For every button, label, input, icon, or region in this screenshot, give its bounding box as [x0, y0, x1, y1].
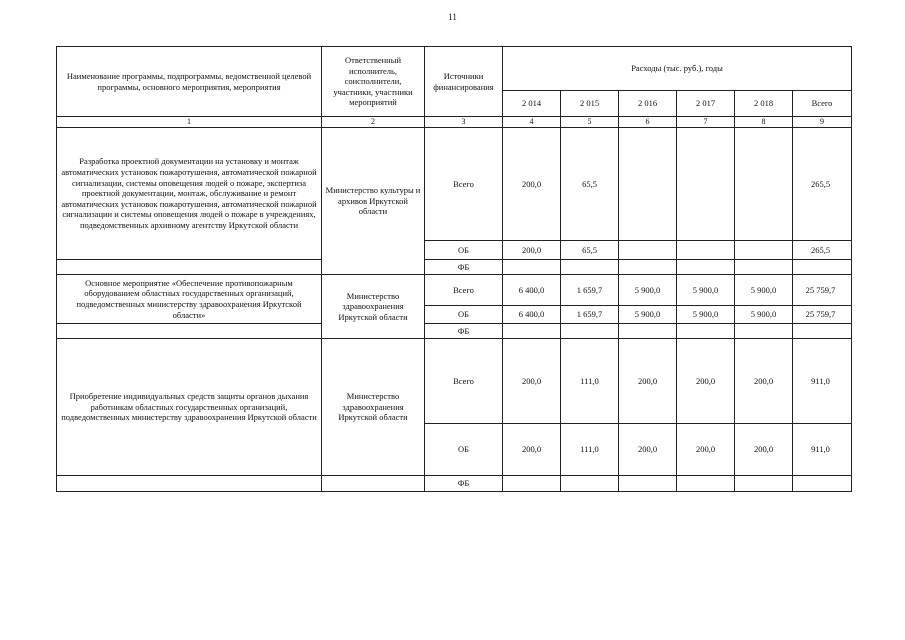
value-cell: 911,0 — [793, 339, 852, 424]
value-cell: 6 400,0 — [503, 275, 561, 306]
value-cell — [677, 241, 735, 260]
funding-source: ФБ — [425, 476, 503, 492]
value-cell: 200,0 — [677, 339, 735, 424]
funding-source: ФБ — [425, 260, 503, 275]
activity-name: Приобретение индивидуальных средств защиты органов дыхания работникам областных государственных организаций, подведомственных министерству здравоохранения Иркутской области — [57, 339, 322, 476]
value-cell — [561, 260, 619, 275]
table-row — [57, 275, 852, 306]
activity-name-empty — [57, 324, 322, 339]
funding-source: Всего — [425, 339, 503, 424]
column-number: 4 — [503, 117, 561, 128]
value-cell: 1 659,7 — [561, 306, 619, 324]
table-row — [57, 476, 852, 492]
header-year: 2 017 — [677, 91, 735, 117]
activity-name-empty — [57, 476, 322, 492]
header-source: Источники финансирования — [425, 47, 503, 117]
value-cell — [735, 128, 793, 241]
value-cell: 200,0 — [735, 339, 793, 424]
value-cell: 1 659,7 — [561, 275, 619, 306]
header-total: Всего — [793, 91, 852, 117]
value-cell — [735, 260, 793, 275]
header-year: 2 018 — [735, 91, 793, 117]
value-cell — [735, 241, 793, 260]
value-cell — [793, 476, 852, 492]
budget-table — [56, 46, 852, 492]
value-cell: 25 759,7 — [793, 306, 852, 324]
column-number: 9 — [793, 117, 852, 128]
executor: Министерство культуры и архивов Иркутской области — [322, 128, 425, 275]
value-cell: 111,0 — [561, 339, 619, 424]
value-cell: 200,0 — [503, 241, 561, 260]
column-number: 6 — [619, 117, 677, 128]
header-name: Наименование программы, подпрограммы, ведомственной целевой программы, основного мероприятия, мероприятия — [57, 47, 322, 117]
value-cell: 5 900,0 — [677, 275, 735, 306]
table-row — [57, 324, 852, 339]
value-cell — [793, 324, 852, 339]
value-cell: 65,5 — [561, 241, 619, 260]
funding-source: ОБ — [425, 306, 503, 324]
header-executor: Ответственный исполнитель, соисполнители, участники, участники мероприятий — [322, 47, 425, 117]
value-cell: 200,0 — [735, 424, 793, 476]
value-cell — [793, 260, 852, 275]
value-cell — [735, 324, 793, 339]
value-cell: 25 759,7 — [793, 275, 852, 306]
value-cell: 265,5 — [793, 241, 852, 260]
value-cell — [561, 476, 619, 492]
value-cell: 5 900,0 — [735, 275, 793, 306]
page-number: 11 — [448, 12, 457, 22]
funding-source: Всего — [425, 275, 503, 306]
value-cell — [735, 476, 793, 492]
value-cell — [503, 260, 561, 275]
value-cell: 5 900,0 — [677, 306, 735, 324]
value-cell: 200,0 — [619, 424, 677, 476]
funding-source: ОБ — [425, 241, 503, 260]
value-cell: 111,0 — [561, 424, 619, 476]
funding-source: ОБ — [425, 424, 503, 476]
value-cell — [619, 241, 677, 260]
header-row — [57, 47, 852, 91]
activity-name: Основное мероприятие «Обеспечение противопожарным оборудованием областных государственных организаций, подведомственных министерству здравоохранения Иркутской области» — [57, 275, 322, 324]
value-cell: 200,0 — [503, 128, 561, 241]
funding-source: ФБ — [425, 324, 503, 339]
value-cell: 911,0 — [793, 424, 852, 476]
table-row — [57, 339, 852, 424]
header-expenses: Расходы (тыс. руб.), годы — [503, 47, 852, 91]
value-cell — [677, 128, 735, 241]
column-number: 3 — [425, 117, 503, 128]
executor: Министерство здравоохранения Иркутской области — [322, 339, 425, 476]
header-year: 2 014 — [503, 91, 561, 117]
value-cell: 5 900,0 — [619, 306, 677, 324]
value-cell — [619, 260, 677, 275]
value-cell — [619, 324, 677, 339]
executor-empty — [322, 476, 425, 492]
header-year: 2 016 — [619, 91, 677, 117]
column-number: 1 — [57, 117, 322, 128]
activity-name-empty — [57, 260, 322, 275]
value-cell — [503, 476, 561, 492]
value-cell: 5 900,0 — [619, 275, 677, 306]
value-cell: 200,0 — [503, 424, 561, 476]
value-cell — [677, 260, 735, 275]
value-cell — [677, 476, 735, 492]
funding-source: Всего — [425, 128, 503, 241]
header-year: 2 015 — [561, 91, 619, 117]
value-cell: 200,0 — [677, 424, 735, 476]
column-number: 8 — [735, 117, 793, 128]
executor: Министерство здравоохранения Иркутской области — [322, 275, 425, 339]
table-row — [57, 128, 852, 241]
column-number: 7 — [677, 117, 735, 128]
column-number: 5 — [561, 117, 619, 128]
table-row — [57, 260, 852, 275]
column-number-row — [57, 117, 852, 128]
value-cell: 6 400,0 — [503, 306, 561, 324]
value-cell — [503, 324, 561, 339]
value-cell: 265,5 — [793, 128, 852, 241]
value-cell: 65,5 — [561, 128, 619, 241]
value-cell — [561, 324, 619, 339]
value-cell: 5 900,0 — [735, 306, 793, 324]
value-cell: 200,0 — [503, 339, 561, 424]
value-cell — [619, 128, 677, 241]
value-cell — [619, 476, 677, 492]
column-number: 2 — [322, 117, 425, 128]
activity-name: Разработка проектной документации на установку и монтаж автоматических установок пожаротушения, автоматической пожарной сигнализации, системы оповещения людей о пожаре, экспертиза проектной документации, монтаж, обслуживание и ремонт автоматических установок пожаротушения, автоматической пожарной сигнализации и системы оповещения людей о пожаре в учреждениях, подведомственных архивному агентству Иркутской области — [57, 128, 322, 260]
value-cell: 200,0 — [619, 339, 677, 424]
value-cell — [677, 324, 735, 339]
